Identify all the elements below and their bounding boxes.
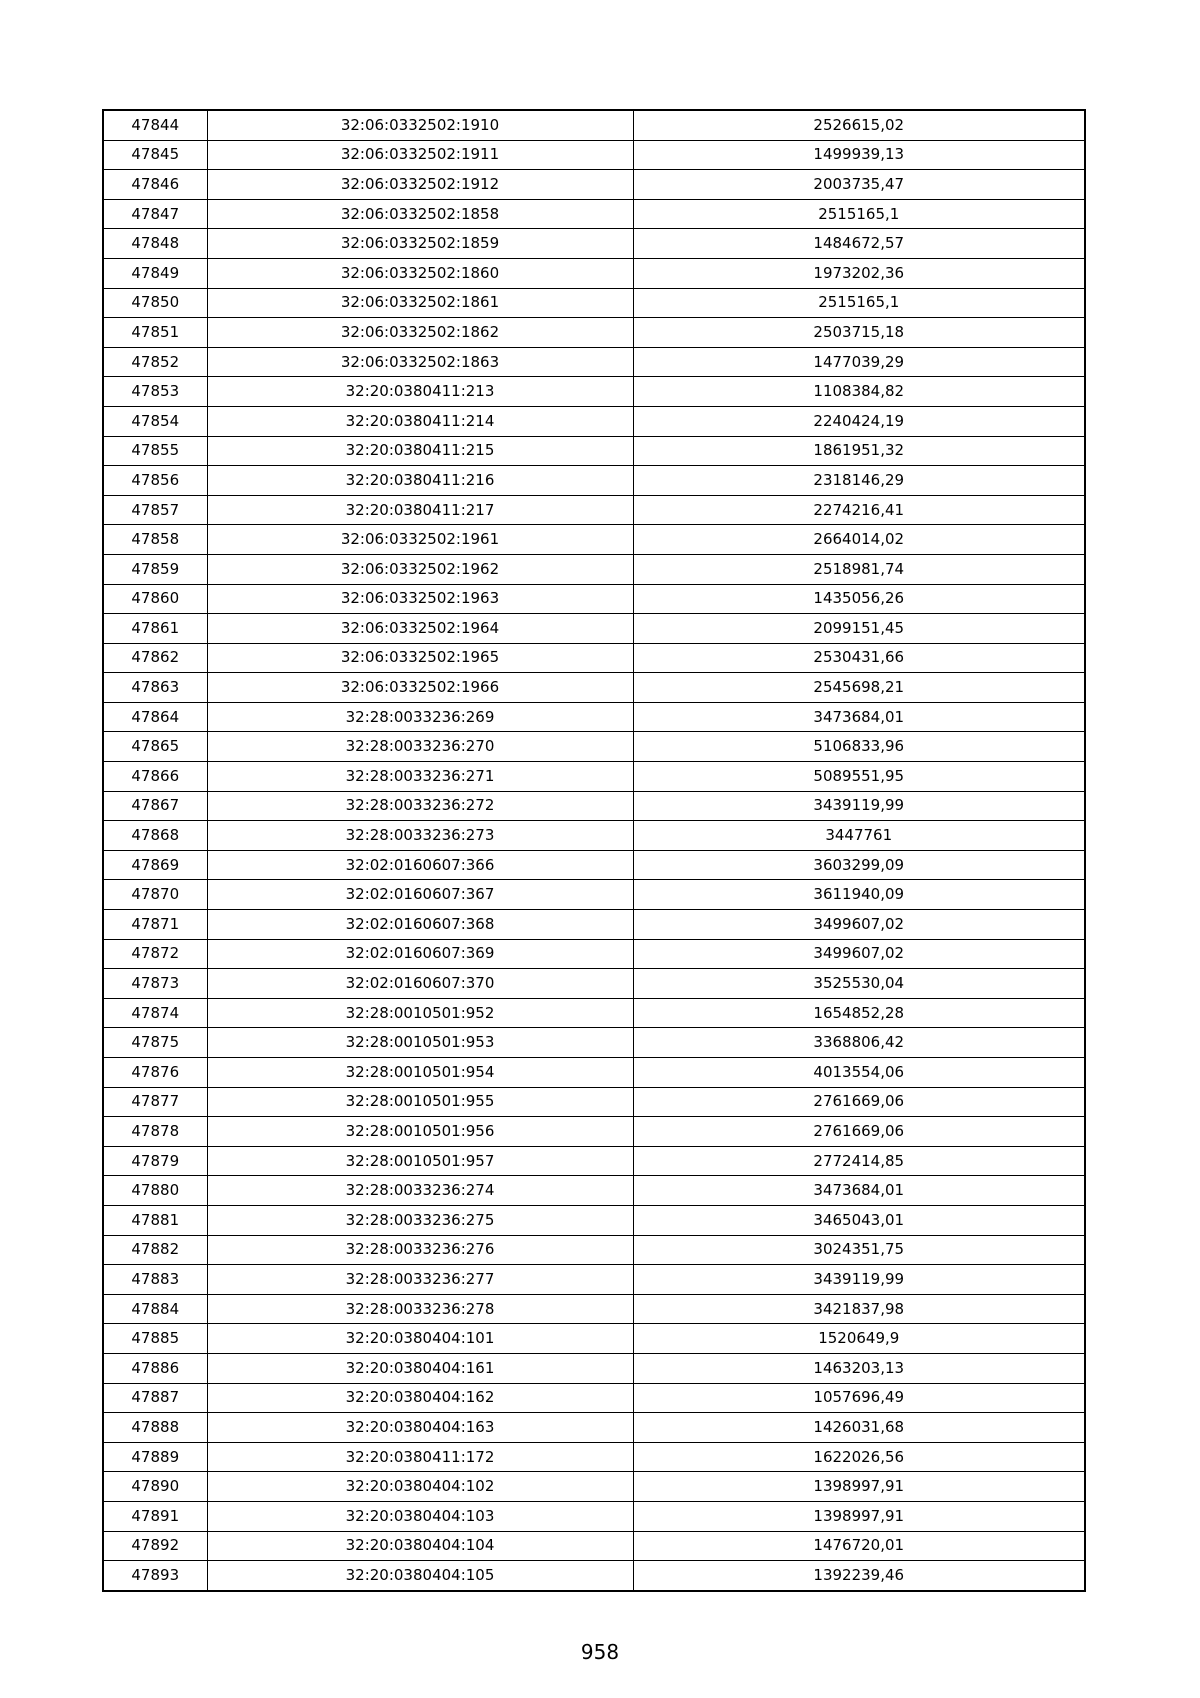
table-row [103, 199, 1085, 229]
row-number-cell: 47869 [103, 850, 207, 880]
cadastral-number-cell: 32:06:0332502:1911 [207, 140, 633, 170]
row-number-cell: 47849 [103, 258, 207, 288]
value-cell: 3499607,02 [633, 910, 1085, 940]
table-row [103, 466, 1085, 496]
table-row [103, 495, 1085, 525]
row-number-cell: 47883 [103, 1265, 207, 1295]
value-cell: 4013554,06 [633, 1058, 1085, 1088]
cadastral-number-cell: 32:02:0160607:368 [207, 910, 633, 940]
row-number-cell: 47877 [103, 1087, 207, 1117]
table-row [103, 140, 1085, 170]
value-cell: 2099151,45 [633, 614, 1085, 644]
value-cell: 1435056,26 [633, 584, 1085, 614]
row-number-cell: 47871 [103, 910, 207, 940]
row-number-cell: 47862 [103, 643, 207, 673]
table-row [103, 850, 1085, 880]
table-row [103, 436, 1085, 466]
value-cell: 3499607,02 [633, 939, 1085, 969]
table-row [103, 762, 1085, 792]
cadastral-number-cell: 32:28:0033236:277 [207, 1265, 633, 1295]
value-cell: 1622026,56 [633, 1442, 1085, 1472]
cadastral-number-cell: 32:06:0332502:1962 [207, 554, 633, 584]
row-number-cell: 47891 [103, 1501, 207, 1531]
value-cell: 3447761 [633, 821, 1085, 851]
table-row [103, 1265, 1085, 1295]
cadastral-number-cell: 32:06:0332502:1863 [207, 347, 633, 377]
table-row [103, 821, 1085, 851]
cadastral-number-cell: 32:02:0160607:369 [207, 939, 633, 969]
value-cell: 3465043,01 [633, 1205, 1085, 1235]
row-number-cell: 47890 [103, 1472, 207, 1502]
value-cell: 2318146,29 [633, 466, 1085, 496]
cadastral-number-cell: 32:28:0033236:274 [207, 1176, 633, 1206]
table-row [103, 110, 1085, 140]
value-cell: 3439119,99 [633, 1265, 1085, 1295]
row-number-cell: 47868 [103, 821, 207, 851]
table-row [103, 347, 1085, 377]
cadastral-number-cell: 32:28:0033236:272 [207, 791, 633, 821]
table-row [103, 732, 1085, 762]
table-row [103, 998, 1085, 1028]
row-number-cell: 47893 [103, 1561, 207, 1591]
row-number-cell: 47865 [103, 732, 207, 762]
table-row [103, 939, 1085, 969]
value-cell: 2526615,02 [633, 110, 1085, 140]
row-number-cell: 47844 [103, 110, 207, 140]
row-number-cell: 47848 [103, 229, 207, 259]
value-cell: 1476720,01 [633, 1531, 1085, 1561]
cadastral-number-cell: 32:28:0010501:953 [207, 1028, 633, 1058]
table-row [103, 702, 1085, 732]
table-row [103, 406, 1085, 436]
table-row [103, 288, 1085, 318]
cadastral-number-cell: 32:20:0380411:213 [207, 377, 633, 407]
cadastral-number-cell: 32:06:0332502:1860 [207, 258, 633, 288]
value-cell: 3421837,98 [633, 1294, 1085, 1324]
table-row [103, 170, 1085, 200]
cadastral-number-cell: 32:02:0160607:367 [207, 880, 633, 910]
table-row [103, 525, 1085, 555]
row-number-cell: 47846 [103, 170, 207, 200]
table-row [103, 1472, 1085, 1502]
value-cell: 2003735,47 [633, 170, 1085, 200]
cadastral-number-cell: 32:20:0380404:101 [207, 1324, 633, 1354]
cadastral-number-cell: 32:06:0332502:1859 [207, 229, 633, 259]
table-row [103, 614, 1085, 644]
cadastral-number-cell: 32:06:0332502:1963 [207, 584, 633, 614]
table-row [103, 229, 1085, 259]
value-cell: 2240424,19 [633, 406, 1085, 436]
cadastral-number-cell: 32:28:0033236:273 [207, 821, 633, 851]
cadastral-number-cell: 32:28:0033236:276 [207, 1235, 633, 1265]
row-number-cell: 47860 [103, 584, 207, 614]
value-cell: 2274216,41 [633, 495, 1085, 525]
cadastral-number-cell: 32:20:0380411:216 [207, 466, 633, 496]
cadastral-number-cell: 32:06:0332502:1862 [207, 318, 633, 348]
cadastral-number-cell: 32:28:0033236:275 [207, 1205, 633, 1235]
cadastral-number-cell: 32:28:0010501:952 [207, 998, 633, 1028]
value-cell: 2515165,1 [633, 199, 1085, 229]
row-number-cell: 47855 [103, 436, 207, 466]
row-number-cell: 47852 [103, 347, 207, 377]
row-number-cell: 47879 [103, 1146, 207, 1176]
table-row [103, 1235, 1085, 1265]
cadastral-number-cell: 32:20:0380404:103 [207, 1501, 633, 1531]
table-row [103, 1413, 1085, 1443]
value-cell: 1654852,28 [633, 998, 1085, 1028]
value-cell: 1108384,82 [633, 377, 1085, 407]
cadastral-number-cell: 32:06:0332502:1912 [207, 170, 633, 200]
row-number-cell: 47886 [103, 1353, 207, 1383]
cadastral-number-cell: 32:06:0332502:1964 [207, 614, 633, 644]
row-number-cell: 47884 [103, 1294, 207, 1324]
row-number-cell: 47867 [103, 791, 207, 821]
value-cell: 3603299,09 [633, 850, 1085, 880]
row-number-cell: 47892 [103, 1531, 207, 1561]
table-body [103, 110, 1085, 1591]
value-cell: 2545698,21 [633, 673, 1085, 703]
cadastral-number-cell: 32:02:0160607:366 [207, 850, 633, 880]
cadastral-number-cell: 32:28:0010501:954 [207, 1058, 633, 1088]
value-cell: 2518981,74 [633, 554, 1085, 584]
value-cell: 1861951,32 [633, 436, 1085, 466]
table-row [103, 1058, 1085, 1088]
page-number: 958 [580, 1640, 620, 1664]
value-cell: 1398997,91 [633, 1501, 1085, 1531]
cadastral-number-cell: 32:20:0380404:161 [207, 1353, 633, 1383]
row-number-cell: 47847 [103, 199, 207, 229]
table-row [103, 910, 1085, 940]
cadastral-number-cell: 32:20:0380404:105 [207, 1561, 633, 1591]
row-number-cell: 47873 [103, 969, 207, 999]
row-number-cell: 47881 [103, 1205, 207, 1235]
cadastral-number-cell: 32:06:0332502:1966 [207, 673, 633, 703]
cadastral-number-cell: 32:06:0332502:1961 [207, 525, 633, 555]
row-number-cell: 47845 [103, 140, 207, 170]
cadastral-number-cell: 32:20:0380404:104 [207, 1531, 633, 1561]
row-number-cell: 47853 [103, 377, 207, 407]
value-cell: 1484672,57 [633, 229, 1085, 259]
table-row [103, 318, 1085, 348]
row-number-cell: 47859 [103, 554, 207, 584]
cadastral-number-cell: 32:20:0380404:102 [207, 1472, 633, 1502]
cadastral-number-cell: 32:28:0010501:955 [207, 1087, 633, 1117]
table-row [103, 1087, 1085, 1117]
value-cell: 2761669,06 [633, 1087, 1085, 1117]
cadastral-number-cell: 32:28:0010501:957 [207, 1146, 633, 1176]
table-row [103, 1561, 1085, 1591]
cadastral-number-cell: 32:28:0033236:269 [207, 702, 633, 732]
table-row [103, 1324, 1085, 1354]
value-cell: 1499939,13 [633, 140, 1085, 170]
row-number-cell: 47864 [103, 702, 207, 732]
cadastral-number-cell: 32:28:0033236:270 [207, 732, 633, 762]
row-number-cell: 47850 [103, 288, 207, 318]
cadastral-number-cell: 32:20:0380411:214 [207, 406, 633, 436]
value-cell: 3525530,04 [633, 969, 1085, 999]
cadastral-number-cell: 32:06:0332502:1858 [207, 199, 633, 229]
table-row [103, 377, 1085, 407]
table-row [103, 1531, 1085, 1561]
value-cell: 3368806,42 [633, 1028, 1085, 1058]
table-row [103, 1383, 1085, 1413]
row-number-cell: 47856 [103, 466, 207, 496]
table-row [103, 673, 1085, 703]
value-cell: 3473684,01 [633, 1176, 1085, 1206]
table-row [103, 880, 1085, 910]
value-cell: 1520649,9 [633, 1324, 1085, 1354]
value-cell: 3611940,09 [633, 880, 1085, 910]
row-number-cell: 47882 [103, 1235, 207, 1265]
cadastral-number-cell: 32:20:0380411:172 [207, 1442, 633, 1472]
row-number-cell: 47858 [103, 525, 207, 555]
row-number-cell: 47874 [103, 998, 207, 1028]
row-number-cell: 47854 [103, 406, 207, 436]
value-cell: 1477039,29 [633, 347, 1085, 377]
table-row [103, 1294, 1085, 1324]
cadastral-number-cell: 32:06:0332502:1910 [207, 110, 633, 140]
cadastral-number-cell: 32:02:0160607:370 [207, 969, 633, 999]
value-cell: 5089551,95 [633, 762, 1085, 792]
table-row [103, 258, 1085, 288]
row-number-cell: 47875 [103, 1028, 207, 1058]
value-cell: 1973202,36 [633, 258, 1085, 288]
table-row [103, 1146, 1085, 1176]
row-number-cell: 47851 [103, 318, 207, 348]
row-number-cell: 47870 [103, 880, 207, 910]
value-cell: 3439119,99 [633, 791, 1085, 821]
value-cell: 2664014,02 [633, 525, 1085, 555]
cadastral-number-cell: 32:20:0380404:162 [207, 1383, 633, 1413]
value-cell: 3473684,01 [633, 702, 1085, 732]
table-row [103, 1176, 1085, 1206]
table-row [103, 791, 1085, 821]
cadastral-value-table [102, 109, 1086, 1592]
table-row [103, 1501, 1085, 1531]
value-cell: 2503715,18 [633, 318, 1085, 348]
table-row [103, 1205, 1085, 1235]
table-row [103, 969, 1085, 999]
cadastral-number-cell: 32:06:0332502:1965 [207, 643, 633, 673]
row-number-cell: 47866 [103, 762, 207, 792]
value-cell: 1398997,91 [633, 1472, 1085, 1502]
value-cell: 2515165,1 [633, 288, 1085, 318]
value-cell: 2530431,66 [633, 643, 1085, 673]
row-number-cell: 47863 [103, 673, 207, 703]
value-cell: 1057696,49 [633, 1383, 1085, 1413]
value-cell: 2761669,06 [633, 1117, 1085, 1147]
row-number-cell: 47857 [103, 495, 207, 525]
row-number-cell: 47887 [103, 1383, 207, 1413]
cadastral-number-cell: 32:28:0010501:956 [207, 1117, 633, 1147]
cadastral-number-cell: 32:06:0332502:1861 [207, 288, 633, 318]
row-number-cell: 47889 [103, 1442, 207, 1472]
table-row [103, 643, 1085, 673]
cadastral-number-cell: 32:20:0380411:215 [207, 436, 633, 466]
row-number-cell: 47876 [103, 1058, 207, 1088]
cadastral-number-cell: 32:20:0380411:217 [207, 495, 633, 525]
value-cell: 1392239,46 [633, 1561, 1085, 1591]
value-cell: 3024351,75 [633, 1235, 1085, 1265]
value-cell: 2772414,85 [633, 1146, 1085, 1176]
table-row [103, 554, 1085, 584]
table-row [103, 1117, 1085, 1147]
cadastral-number-cell: 32:20:0380404:163 [207, 1413, 633, 1443]
table-row [103, 1353, 1085, 1383]
row-number-cell: 47880 [103, 1176, 207, 1206]
value-cell: 1463203,13 [633, 1353, 1085, 1383]
row-number-cell: 47885 [103, 1324, 207, 1354]
table-row [103, 1028, 1085, 1058]
value-cell: 5106833,96 [633, 732, 1085, 762]
row-number-cell: 47888 [103, 1413, 207, 1443]
table-row [103, 584, 1085, 614]
cadastral-number-cell: 32:28:0033236:278 [207, 1294, 633, 1324]
row-number-cell: 47878 [103, 1117, 207, 1147]
table-row [103, 1442, 1085, 1472]
cadastral-number-cell: 32:28:0033236:271 [207, 762, 633, 792]
row-number-cell: 47861 [103, 614, 207, 644]
row-number-cell: 47872 [103, 939, 207, 969]
value-cell: 1426031,68 [633, 1413, 1085, 1443]
